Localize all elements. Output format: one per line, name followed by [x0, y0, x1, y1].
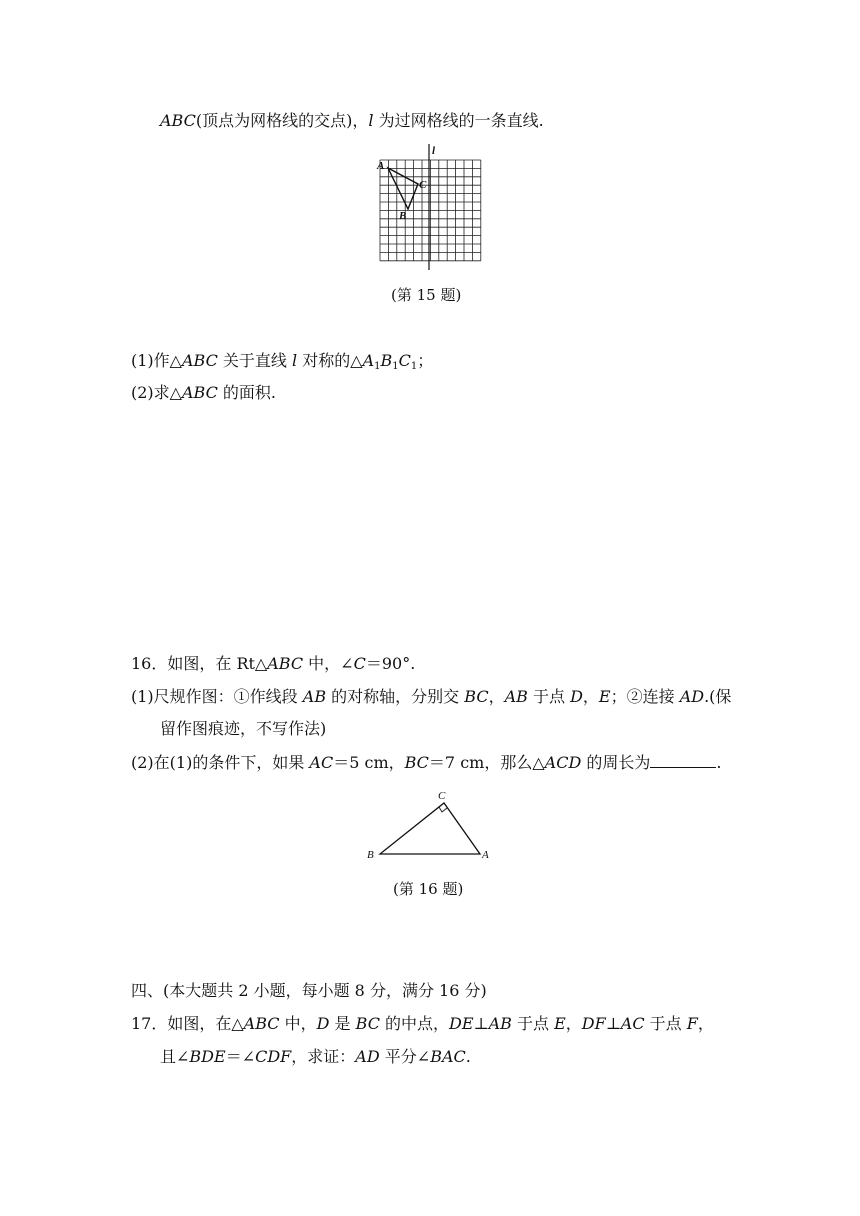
q16-p2-d: 的周长为 — [581, 753, 651, 772]
q17-l1-h: ， — [565, 1014, 582, 1033]
q15-part2-abc: ABC — [181, 383, 218, 402]
q17-l2-bde: BDE — [189, 1047, 226, 1066]
q15-caption: (第 15 题) — [391, 286, 462, 304]
q17-l2-b: ＝∠ — [225, 1047, 256, 1066]
q16-part2 — [131, 752, 721, 774]
q16-part1-line2: 留作图痕迹，不写作法) — [160, 719, 327, 738]
q16-p1-comma: ， — [488, 687, 505, 706]
q15-grid — [380, 160, 481, 261]
q17-l1-b: 中， — [279, 1014, 317, 1033]
q16-stem-end: ＝90°. — [365, 654, 416, 673]
q17-l1-c: 是 — [329, 1014, 356, 1033]
q15-vertex-a: A — [377, 160, 385, 172]
answer-blank[interactable] — [650, 752, 716, 768]
q15-part1-sub-c: 1 — [410, 361, 418, 372]
q16-p1-d2: ；②连接 — [610, 687, 680, 706]
q16-p1-e: E — [598, 687, 611, 706]
q15-intro-rest: 为过网格线的一条直线. — [373, 111, 544, 130]
q17-l2-c: ，求证： — [291, 1047, 356, 1066]
q17-l1-abc: ABC — [243, 1014, 280, 1033]
q17-line2 — [160, 1046, 471, 1068]
q15-grid-figure — [374, 142, 484, 272]
q16-caption: (第 16 题) — [393, 880, 464, 898]
q17-l1-i: ⊥ — [605, 1014, 621, 1033]
q16-p1-ab2: AB — [504, 687, 528, 706]
q17-l1-a: 17．如图，在△ — [131, 1014, 244, 1033]
q15-part1-b1: B — [380, 351, 393, 370]
q17-l1-g: 于点 — [511, 1014, 555, 1033]
q17-l1-pe: E — [554, 1014, 566, 1033]
q16-p1-c: 于点 — [527, 687, 571, 706]
q16-p2-c: ＝7 cm，那么△ — [428, 753, 545, 772]
q17-l1-j: 于点 — [644, 1014, 687, 1033]
q16-p1-bc: BC — [464, 687, 489, 706]
q17-line1 — [131, 1013, 714, 1035]
q17-l1-df: DF — [581, 1014, 606, 1033]
q17-l1-pf: F — [686, 1014, 698, 1033]
q16-p2-a: (2)在(1)的条件下，如果 — [131, 753, 310, 772]
q16-p1-end: .(保 — [704, 687, 732, 706]
q15-part1-abc: ABC — [181, 351, 218, 370]
q16-p1-b: 的对称轴，分别交 — [326, 687, 465, 706]
q17-l1-ac: AC — [620, 1014, 645, 1033]
q15-vertex-c: C — [419, 179, 427, 191]
q17-l2-e: . — [465, 1047, 471, 1066]
q15-line-l-label: l — [432, 145, 436, 157]
q17-l1-de: DE — [449, 1014, 474, 1033]
q16-p1-ad: AD — [679, 687, 705, 706]
q15-part1-l: l — [292, 351, 298, 370]
q15-part1-a1: A — [362, 351, 375, 370]
q16-p1-comma2: ， — [582, 687, 599, 706]
q17-l2-bac: BAC — [430, 1047, 466, 1066]
q16-stem — [131, 653, 415, 675]
q16-p1-d: D — [570, 687, 583, 706]
q17-l2-d: 平分∠ — [379, 1047, 431, 1066]
q15-part1-mid: 关于直线 — [217, 351, 293, 370]
q15-part1-c1: C — [398, 351, 411, 370]
q15-intro-paren: (顶点为网格线的交点)， — [195, 111, 369, 130]
q15-part1-sub-b: 1 — [392, 361, 399, 372]
q17-l1-f: ⊥ — [473, 1014, 489, 1033]
q15-part1-mid2: 对称的△ — [297, 351, 363, 370]
q15-intro — [160, 110, 544, 132]
q17-l1-ab: AB — [488, 1014, 512, 1033]
q16-stem-c: C — [353, 654, 366, 673]
q16-p2-bc: BC — [404, 753, 429, 772]
q17-l2-ad: AD — [355, 1047, 380, 1066]
q16-p1-ab: AB — [302, 687, 327, 706]
q17-l1-k: ， — [697, 1014, 714, 1033]
q15-intro-l: l — [368, 111, 374, 130]
q15-part2-prefix: (2)求△ — [131, 383, 182, 402]
q17-l2-cdf: CDF — [255, 1047, 292, 1066]
q17-l2-a: 且∠ — [160, 1047, 190, 1066]
section-4-heading: 四、(本大题共 2 小题，每小题 8 分，满分 16 分) — [131, 981, 487, 1000]
q16-p2-ac: AC — [309, 753, 334, 772]
q16-p2-acd: ACD — [544, 753, 582, 772]
q16-vertex-c: C — [438, 790, 446, 802]
q15-part1-end: ； — [417, 351, 434, 370]
q15-part1-sub-a: 1 — [374, 361, 381, 372]
q15-intro-abc: ABC — [160, 111, 196, 130]
q16-vertex-a: A — [482, 849, 489, 861]
q16-p1-a: (1)尺规作图：①作线段 — [131, 687, 303, 706]
q16-right-angle-mark — [439, 807, 447, 812]
q16-p2-b: ＝5 cm， — [333, 753, 405, 772]
q16-vertex-b: B — [367, 849, 374, 861]
q16-triangle-figure — [362, 788, 502, 863]
q15-part1-prefix: (1)作△ — [131, 351, 182, 370]
q17-l1-e: 的中点， — [379, 1014, 450, 1033]
q17-l1-bc: BC — [355, 1014, 380, 1033]
q17-l1-d: D — [316, 1014, 330, 1033]
q16-stem-prefix: 16．如图，在 Rt△ — [131, 654, 268, 673]
q15-part1 — [131, 350, 433, 372]
q15-vertex-b: B — [399, 210, 407, 222]
q16-stem-abc: ABC — [267, 654, 304, 673]
q16-part1 — [131, 686, 731, 708]
q16-stem-mid: 中，∠ — [303, 654, 354, 673]
q15-part2-end: 的面积. — [217, 383, 277, 402]
q16-p2-end: . — [716, 753, 722, 772]
q16-triangle-abc — [380, 803, 480, 854]
q15-part2 — [131, 382, 276, 404]
